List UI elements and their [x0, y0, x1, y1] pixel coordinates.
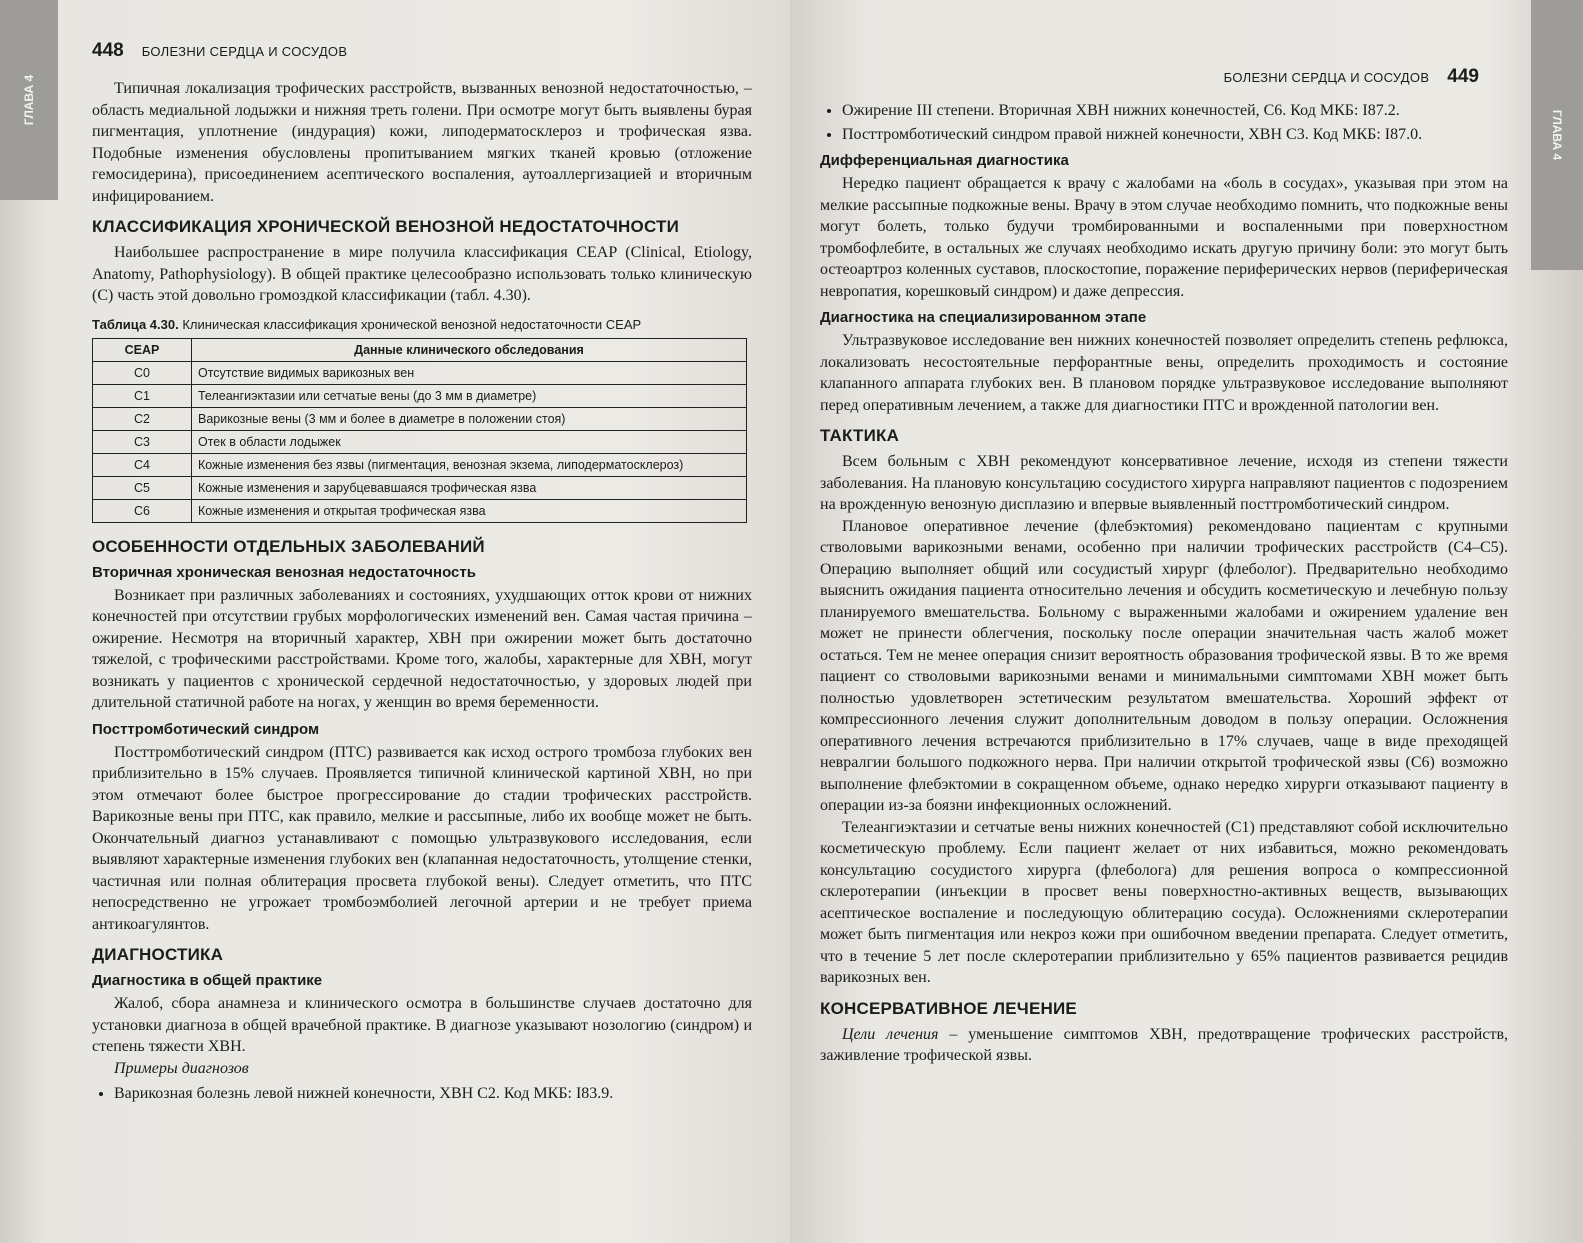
goals-text: – уменьшение симптомов ХВН, предотвращение трофических расстройств, заживление трофической язвы.: [820, 1025, 1509, 1064]
table-row: [93, 476, 747, 499]
table-header-row: [93, 338, 747, 361]
table-cell-code: C6: [93, 499, 192, 522]
examples-label: Примеры диагнозов: [114, 1059, 249, 1077]
paragraph-specialized: Ультразвуковое исследование вен нижних конечностей позволяет определить степень рефлюкса, локализовать несостоятельные перфорантные вены, определить проходимость и состояние клапанного аппарата глубоких вен. В плановом порядке ультразвуковое исследование выполняют перед оперативным лечением, а также для диагностики ПТС и врожденной патологии вен.: [820, 332, 1508, 414]
table-cell-desc: Телеангиэктазии или сетчатые вены (до 3 мм в диаметре): [192, 384, 747, 407]
left-running-title: БОЛЕЗНИ СЕРДЦА И СОСУДОВ: [141, 44, 348, 59]
table-row: [93, 499, 747, 522]
right-chapter-tab-label: ГЛАВА 4: [1550, 109, 1564, 161]
heading-tactics: ТАКТИКА: [820, 426, 900, 445]
heading-differential: Дифференциальная диагностика: [820, 152, 1069, 169]
list-item: • Варикозная болезнь левой нижней конечности, ХВН С2. Код МКБ: I83.9.: [114, 1083, 752, 1105]
table-row: [93, 361, 747, 384]
list-item: • Посттромботический синдром правой нижней конечности, ХВН С3. Код МКБ: I87.0.: [842, 124, 1508, 146]
table-cell-desc: Кожные изменения без язвы (пигментация, венозная экзема, липодерматосклероз): [192, 453, 747, 476]
table-row: [93, 407, 747, 430]
table-row: [93, 453, 747, 476]
paragraph-goals: [820, 1024, 1508, 1067]
table-row: [93, 384, 747, 407]
goals-label: Цели лечения: [842, 1025, 939, 1043]
paragraph-general: Жалоб, сбора анамнеза и клинического осмотра в большинстве случаев достаточно для установки диагноза в общей врачебной практике. В диагнозе указывают нозологию (синдром) и степень тяжести ХВН.: [92, 995, 752, 1055]
heading-pts: Посттромботический синдром: [92, 720, 320, 738]
table-row: [93, 430, 747, 453]
table-cell-code: C4: [93, 453, 192, 476]
table-cell-desc: Варикозные вены (3 мм и более в диаметре в положении стоя): [192, 407, 747, 430]
paragraph-tactics-2: Плановое оперативное лечение (флебэктомия) рекомендовано пациентам с крупными стволовыми варикозными венами, особенно при наличии трофических расстройств (С4–С5). Операцию выполняет общий или сосудистый хирург (флеболог). Предварительно необходимо выяснить ожидания пациента относительно лечения и обсудить косметическую и лечебную пользу планируемого вмешательства. Больному с выраженными жалобами и ожирением удаление вен может не принести облегчения, поскольку после операции значительная часть жалоб может остаться. Тем не менее операция снизит вероятность образования трофической язвы. В то же время пациент со стволовыми варикозными венами и минимальными симптомами ХВН может быть полностью удовлетворен эстетическим результатом вмешательства. Хороший эффект от компрессионного лечения служит дополнительным доводом в пользу операции. Осложнения оперативного лечения встречаются приблизительно в 17% случаев, чаще в виде преходящей невралгии большого подкожного нерва. При наличии открытой трофической язвы (С6) возможно выполнение флебэктомии в сокращенном объеме, однако нередко хирурги отказывают пациенту в операции из-за боязни инфекционных осложнений.: [820, 517, 1508, 814]
paragraph-intro: Типичная локализация трофических расстройств, вызванных венозной недостаточностью, – область медиальной лодыжки и нижняя треть голени. При осмотре могут быть выявлены бурая пигментация, уплотнение (индурация) кожи, липодерматосклероз и трофическая язва. Подобные изменения обусловлены пропитыванием мягких тканей кровью (отложение гемосидерина), присоединением асептического воспаления, аутоаллергизацией и вторичным инфицированием.: [92, 80, 752, 205]
examples-list-left: [92, 1083, 752, 1105]
right-running-title: БОЛЕЗНИ СЕРДЦА И СОСУДОВ: [1223, 70, 1430, 85]
table-cell-code: C1: [93, 384, 192, 407]
paragraph-secondary: Возникает при различных заболеваниях и состояниях, ухудшающих отток крови от нижних конечностей при отсутствии грубых морфологических изменений вен. Самая частая причина – ожирение. Несмотря на вторичный характер, ХВН при ожирении может быть достаточно тяжелой, с трофическими расстройствами. Кроме того, жалобы, характерные для ХВН, могут возникать у пациентов с хронической сердечной недостаточностью, у здоровых людей при длительной статичной работе на ногах, у женщин во время беременности.: [92, 586, 752, 711]
paragraph-ceap: Наибольшее распространение в мире получила классификация CEAP (Clinical, Etiology, Anatomy, Pathophysiology). В общей практике целесообразно использовать только клиническую (С) часть этой довольно громоздкой классификации (табл. 4.30).: [92, 244, 752, 304]
right-page: [790, 0, 1583, 1243]
table-header-data: Данные клинического обследования: [192, 338, 747, 361]
left-page-number: 448: [92, 40, 124, 61]
paragraph-differential: Нередко пациент обращается к врачу с жалобами на «боль в сосудах», указывая при этом на мелкие рассыпные подкожные вены. Врачу в этом случае необходимо помнить, что подкожные вены могут болеть, только будучи тромбированными и воспаленными при поверхностном тромбофлебите, в остальных же случаях необходимо искать другую причину боли: это могут быть остеоартроз коленных суставов, плоскостопие, поражение периферических нервов (периферическая невропатия, корешковый синдром) и даже депрессия.: [820, 175, 1508, 300]
heading-specialized: Диагностика на специализированном этапе: [820, 309, 1147, 326]
heading-diagnostics: ДИАГНОСТИКА: [92, 945, 224, 964]
left-page: [0, 0, 790, 1243]
examples-list-right: [820, 100, 1508, 145]
right-page-number: 449: [1447, 66, 1479, 87]
left-chapter-tab: [0, 0, 58, 200]
list-item: • Ожирение III степени. Вторичная ХВН нижних конечностей, С6. Код МКБ: I87.2.: [842, 100, 1508, 122]
heading-features: ОСОБЕННОСТИ ОТДЕЛЬНЫХ ЗАБОЛЕВАНИЙ: [92, 536, 485, 556]
paragraph-tactics-3: Телеангиэктазии и сетчатые вены нижних конечностей (С1) представляют собой исключительно косметическую проблему. Если пациент желает от них избавиться, можно рекомендовать консультацию сосудистого хирурга (флеболога) для решения вопроса о компрессионной склеротерапии (инъекции в просвет вены поверхностно-активных веществ, вызывающих асептическое воспаление и последующую облитерацию сосуда). Осложнениями склеротерапии может быть пигментация или некроз кожи при ошибочном введении препарата. Следует отметить, что в течение 5 лет после склеротерапии приблизительно у 65% пациентов развивается рецидив варикозных вен.: [820, 818, 1508, 986]
heading-conservative: КОНСЕРВАТИВНОЕ ЛЕЧЕНИЕ: [820, 998, 1077, 1018]
heading-secondary: Вторичная хроническая венозная недостаточность: [92, 563, 476, 581]
table-cell-code: C2: [93, 407, 192, 430]
table-caption: [92, 317, 752, 332]
table-header-ceap: CEAP: [93, 338, 192, 361]
heading-general-practice: Диагностика в общей практике: [92, 972, 323, 989]
table-cell-desc: Отек в области лодыжек: [192, 430, 747, 453]
paragraph-tactics-1: Всем больным с ХВН рекомендуют консервативное лечение, исходя из степени тяжести заболевания. На плановую консультацию сосудистого хирурга направляют пациентов с подозрением на врожденную венозную дисплазию и впервые выявленный посттромботический синдром.: [820, 453, 1508, 513]
table-cell-desc: Отсутствие видимых варикозных вен: [192, 361, 747, 384]
table-cell-desc: Кожные изменения и открытая трофическая язва: [192, 499, 747, 522]
right-chapter-tab: [1531, 0, 1583, 270]
left-chapter-tab-label: ГЛАВА 4: [22, 74, 36, 126]
table-caption-text: Клиническая классификация хронической венозной недостаточности CEAP: [182, 316, 642, 332]
paragraph-pts: Посттромботический синдром (ПТС) развивается как исход острого тромбоза глубоких вен приблизительно в 15% случаев. Проявляется типичной клинической картиной ХВН, но при этом отмечают более быстрое прогрессирование до стадии трофических расстройств. Варикозные вены при ПТС, как правило, мелкие и рассыпные, либо их вообще может не быть. Окончательный диагноз устанавливают с помощью ультразвукового исследования, если выявляют характерные изменения глубоких вен (клапанная недостаточность, утолщение стенки, частичная или полная облитерация просвета глубокой вены). Следует отметить, что ПТС непосредственно не угрожает тромбоэмболией легочной артерии и не требует приема антикоагулянтов.: [92, 743, 752, 933]
right-content: [820, 100, 1508, 1067]
right-running-head: [1224, 66, 1479, 88]
table-cell-desc: Кожные изменения и зарубцевавшаяся трофическая язва: [192, 476, 747, 499]
ceap-table: [92, 338, 747, 523]
table-cell-code: C0: [93, 361, 192, 384]
left-content: [92, 78, 752, 1107]
table-cell-code: C3: [93, 430, 192, 453]
left-running-head: [92, 40, 347, 62]
table-cell-code: C5: [93, 476, 192, 499]
heading-classification: КЛАССИФИКАЦИЯ ХРОНИЧЕСКОЙ ВЕНОЗНОЙ НЕДОСТАТОЧНОСТИ: [92, 217, 680, 236]
table-caption-label: Таблица 4.30.: [92, 316, 179, 332]
